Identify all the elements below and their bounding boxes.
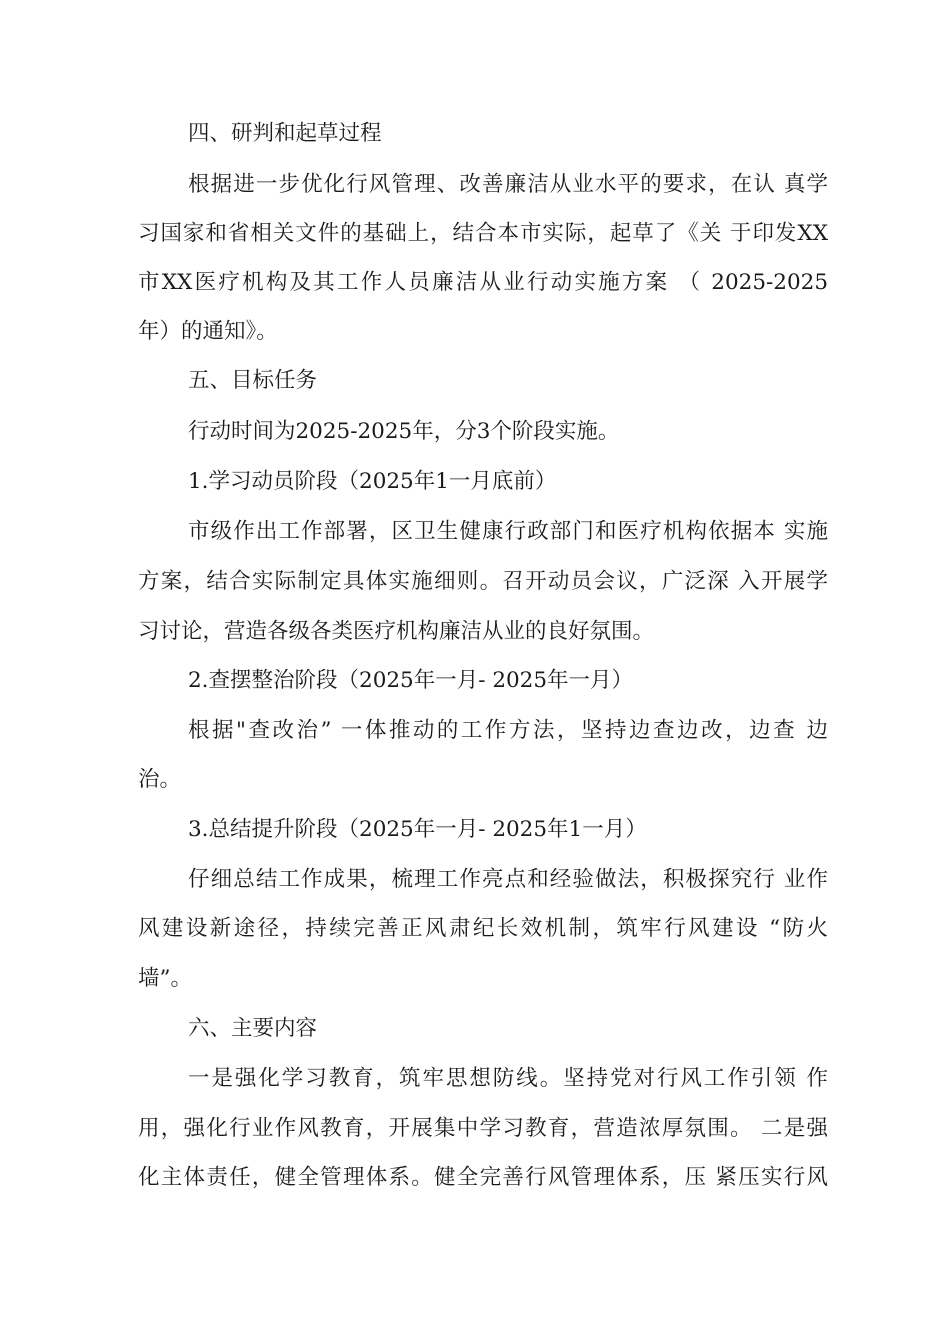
phase-heading-1: 1.学习动员阶段（2025年1一月底前） [188, 469, 557, 494]
phase-heading-2: 2.查摆整治阶段（2025年一月- 2025年一月） [188, 668, 634, 693]
section-heading-4: 四、研判和起草过程 [188, 121, 382, 146]
phase-heading-3: 3.总结提升阶段（2025年一月- 2025年1一月） [188, 817, 647, 842]
paragraph-line: 仔细总结工作成果，梳理工作亮点和经验做法，积极探究行 业作 [188, 867, 828, 892]
paragraph-line: 墙”。 [138, 966, 192, 991]
paragraph-line: 市级作出工作部署，区卫生健康行政部门和医疗机构依据本 实施 [188, 519, 828, 544]
paragraph-line: 习讨论，营造各级各类医疗机构廉洁从业的良好氛围。 [138, 619, 655, 644]
paragraph-line: 根据"查改治” 一体推动的工作方法，坚持边查边改，边查 边 [188, 718, 828, 743]
paragraph-line: 化主体责任，健全管理体系。健全完善行风管理体系，压 紧压实行风 [138, 1165, 828, 1190]
paragraph-line: 用，强化行业作风教育，开展集中学习教育，营造浓厚氛围。 二是强 [138, 1116, 828, 1141]
paragraph-line: 方案，结合实际制定具体实施细则。召开动员会议，广泛深 入开展学 [138, 569, 828, 594]
paragraph-line: 风建设新途径，持续完善正风肃纪长效机制，筑牢行风建设 “防火 [138, 916, 828, 941]
paragraph-line: 根据进一步优化行风管理、改善廉洁从业水平的要求，在认 真学 [188, 172, 828, 197]
paragraph-line: 年）的通知》。 [138, 319, 278, 344]
paragraph-line: 治。 [138, 767, 182, 792]
paragraph-line: 市XX医疗机构及其工作人员廉洁从业行动实施方案 （ 2025-2025 [138, 270, 828, 295]
section-heading-5: 五、目标任务 [188, 368, 318, 393]
paragraph-line: 一是强化学习教育，筑牢思想防线。坚持党对行风工作引领 作 [188, 1066, 828, 1091]
paragraph-line: 习国家和省相关文件的基础上，结合本市实际，起草了《关 于印发XX [138, 221, 828, 246]
paragraph-line: 行动时间为2025-2025年，分3个阶段实施。 [188, 419, 620, 444]
section-heading-6: 六、主要内容 [188, 1016, 318, 1041]
